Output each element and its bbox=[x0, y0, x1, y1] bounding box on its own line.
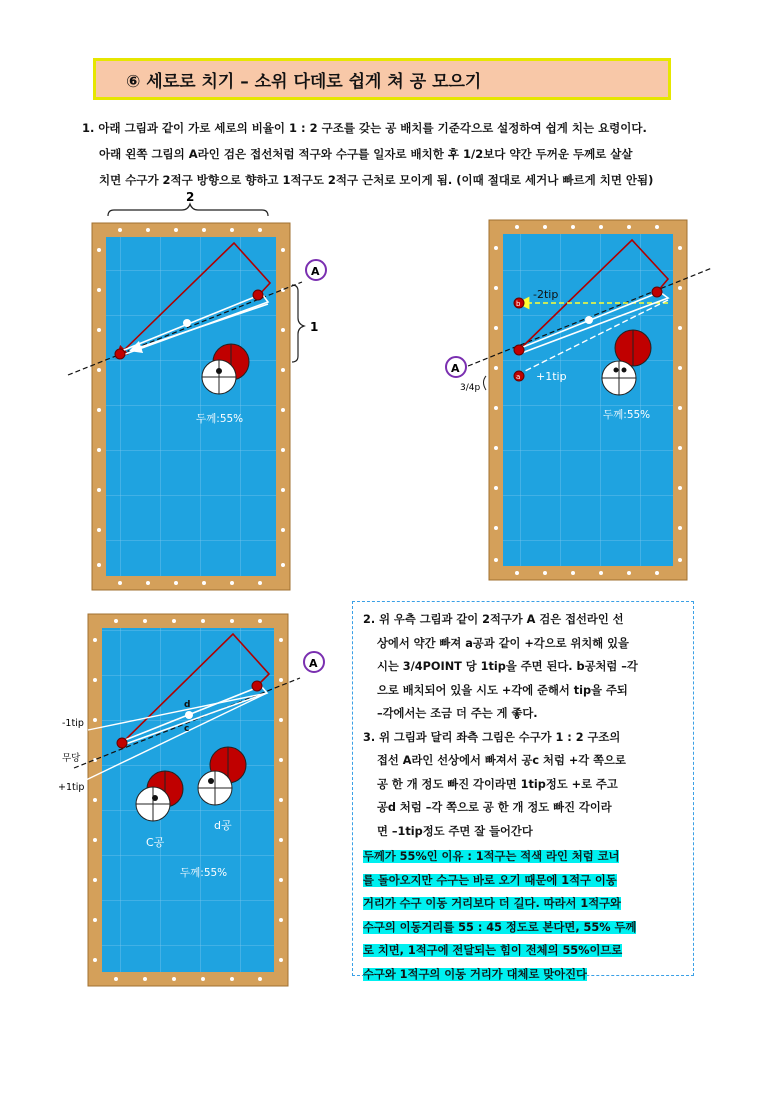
cue-contact-2 bbox=[585, 316, 593, 324]
ball-c-label: c bbox=[184, 724, 190, 734]
highlight-block bbox=[363, 845, 687, 986]
red-ball-target bbox=[115, 349, 125, 359]
brace-top bbox=[108, 204, 268, 216]
cue-contact bbox=[183, 319, 191, 327]
brace-side-label: 1 bbox=[310, 320, 319, 334]
note-3-line: 3. 위 그림과 달리 좌측 그림은 수구가 1 : 2 구조의 bbox=[363, 730, 621, 744]
brace-top-label: 2 bbox=[186, 190, 195, 204]
thickness-label-1: 두께:55% bbox=[196, 413, 244, 425]
ball-a-label: a bbox=[516, 373, 521, 381]
point-a-label-1: A bbox=[311, 265, 320, 278]
minus-tip-label-2: -2tip bbox=[533, 288, 559, 301]
table-1 bbox=[68, 190, 326, 590]
note-3 bbox=[363, 726, 687, 844]
highlight-line: 두께가 55%인 이유 : 1적구는 적색 라인 처럼 코너 bbox=[363, 850, 620, 863]
note-3-line: 면 –1tip정도 주면 잘 들어간다 bbox=[377, 824, 533, 838]
note-2-line: –각에서는 조금 더 주는 게 좋다. bbox=[377, 707, 538, 720]
quarter-point-label: 3/4p bbox=[460, 383, 481, 393]
intro-line-3: 치면 수구가 2적구 방향으로 향하고 1적구도 2적구 근처로 모이게 됨. (이때 절대로 세거나 빠르게 치면 안됨) bbox=[99, 173, 654, 187]
thickness-label-2: 두께:55% bbox=[603, 409, 651, 421]
table-2 bbox=[446, 220, 712, 580]
highlight-line: 로 치면, 1적구에 전달되는 힘이 전체의 55%이므로 bbox=[363, 944, 623, 957]
point-a-label-2: A bbox=[451, 362, 460, 375]
highlight-line: 수구의 이동거리를 55 : 45 정도로 본다면, 55% 두께 bbox=[363, 920, 637, 934]
brace-side bbox=[292, 285, 304, 362]
table-3 bbox=[58, 614, 324, 986]
red-ball-small-2 bbox=[652, 287, 662, 297]
note-3-line: 공d 처럼 –각 쪽으로 공 한 개 정도 빠진 각이라 bbox=[377, 801, 612, 814]
ball-d-label: d bbox=[184, 700, 191, 710]
highlight-line: 거리가 수구 이동 거리보다 더 길다. 따라서 1적구와 bbox=[363, 897, 621, 910]
note-2-line: 2. 위 우측 그림과 같이 2적구가 A 검은 접선라인 선 bbox=[363, 613, 624, 626]
highlight-line: 를 돌아오지만 수구는 바로 오기 때문에 1적구 이동 bbox=[363, 873, 617, 887]
note-2 bbox=[363, 608, 687, 726]
page-title: ⑥ 세로로 치기 – 소위 다데로 쉽게 쳐 공 모으기 bbox=[126, 71, 482, 92]
cue-contact-3 bbox=[185, 711, 193, 719]
plus-tip-label-2: +1tip bbox=[536, 370, 567, 383]
highlight-line: 수구와 1적구의 이동 거리가 대체로 맞아진다 bbox=[363, 967, 587, 981]
note-2-line: 으로 배치되어 있을 시도 +각에 준해서 tip을 주되 bbox=[377, 683, 628, 697]
c-ball-label: C공 bbox=[146, 836, 165, 849]
d-ball-label: d공 bbox=[214, 819, 232, 832]
plus-tip-label-3: +1tip bbox=[58, 782, 85, 793]
red-ball-small-3 bbox=[252, 681, 262, 691]
thickness-label-3: 두께:55% bbox=[180, 867, 228, 879]
quarter-bracket bbox=[484, 376, 487, 390]
notes-box bbox=[352, 601, 694, 981]
red-ball-target-2 bbox=[514, 345, 524, 355]
note-2-line: 상에서 약간 빠져 a공과 같이 +각으로 위치해 있을 bbox=[377, 636, 629, 650]
note-3-line: 공 한 개 정도 빠진 각이라면 1tip정도 +로 주고 bbox=[377, 777, 618, 791]
minus-tip-label-3: -1tip bbox=[62, 718, 84, 729]
point-a-label-3: A bbox=[309, 657, 318, 670]
no-tip-label: 무당 bbox=[62, 753, 81, 764]
red-ball-small bbox=[253, 290, 263, 300]
intro-line-1: 1. 아래 그림과 같이 가로 세로의 비율이 1 : 2 구조를 갖는 공 배치를 기준각으로 설정하여 쉽게 치는 요령이다. bbox=[82, 121, 647, 135]
ball-b-label: b bbox=[516, 300, 521, 308]
red-ball-target-3 bbox=[117, 738, 127, 748]
note-2-line: 시는 3/4POINT 당 1tip을 주면 된다. b공처럼 –각 bbox=[377, 660, 638, 673]
note-3-line: 접선 A라인 선상에서 빠져서 공c 처럼 +각 쪽으로 bbox=[377, 754, 626, 767]
intro-line-2: 아래 왼쪽 그림의 A라인 검은 접선처럼 적구와 수구를 일자로 배치한 후 1/2보다 약간 두꺼운 두께로 살살 bbox=[99, 147, 633, 161]
